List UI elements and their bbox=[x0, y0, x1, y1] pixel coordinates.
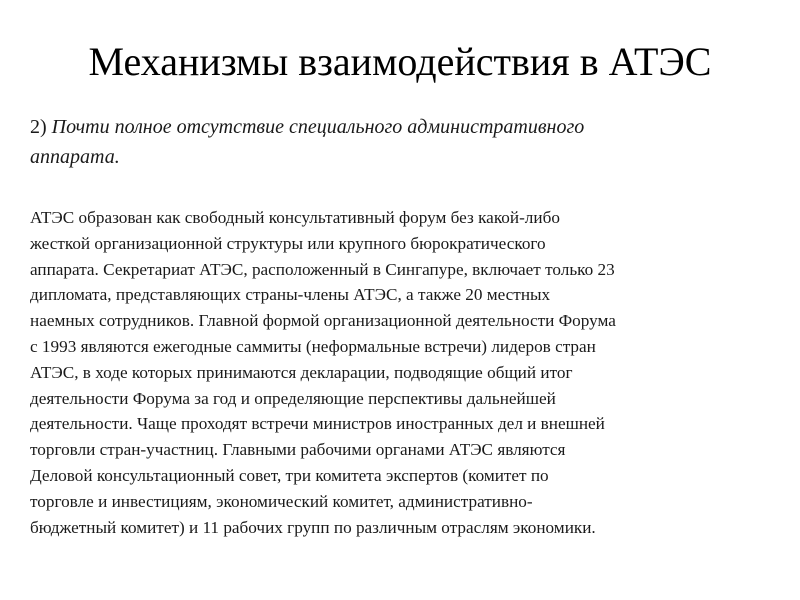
body-line: Деловой консультационный совет, три комитета экспертов (комитет по bbox=[30, 465, 549, 485]
body-line: АТЭС, в ходе которых принимаются декларации, подводящие общий итог bbox=[30, 362, 573, 382]
body-line: АТЭС образован как свободный консультативный форум без какой-либо bbox=[30, 208, 560, 227]
body-line: аппарата. Секретариат АТЭС, расположенный в Сингапуре, включает только 23 bbox=[30, 259, 615, 279]
body-line: с 1993 являются ежегодные саммиты (неформальные встречи) лидеров стран bbox=[30, 336, 596, 356]
body-line: бюджетный комитет) и 11 рабочих групп по различным отраслям экономики. bbox=[30, 517, 596, 537]
slide-title: Механизмы взаимодействия в АТЭС bbox=[88, 39, 712, 84]
subheading-number: 2) bbox=[30, 116, 47, 138]
body-line: дипломата, представляющих страны-члены АТЭС, а также 20 местных bbox=[30, 285, 551, 305]
body-line: наемных сотрудников. Главной формой организационной деятельности Форума bbox=[30, 311, 616, 331]
body-line: деятельности Форума за год и определяющие перспективы дальнейшей bbox=[30, 388, 556, 408]
subheading-text-line-2: аппарата. bbox=[30, 146, 120, 168]
subheading-text-line-1: Почти полное отсутствие специального административного bbox=[51, 116, 585, 138]
body-line: торговли стран-участниц. Главными рабочими органами АТЭС являются bbox=[30, 440, 566, 460]
body-paragraph bbox=[30, 205, 800, 540]
body-line: торговле и инвестициям, экономический комитет, административно- bbox=[30, 491, 533, 511]
body-line: деятельности. Чаще проходят встречи министров иностранных дел и внешней bbox=[30, 414, 605, 434]
subheading bbox=[30, 112, 780, 172]
body-line: жесткой организационной структуры или крупного бюрократического bbox=[30, 233, 546, 253]
